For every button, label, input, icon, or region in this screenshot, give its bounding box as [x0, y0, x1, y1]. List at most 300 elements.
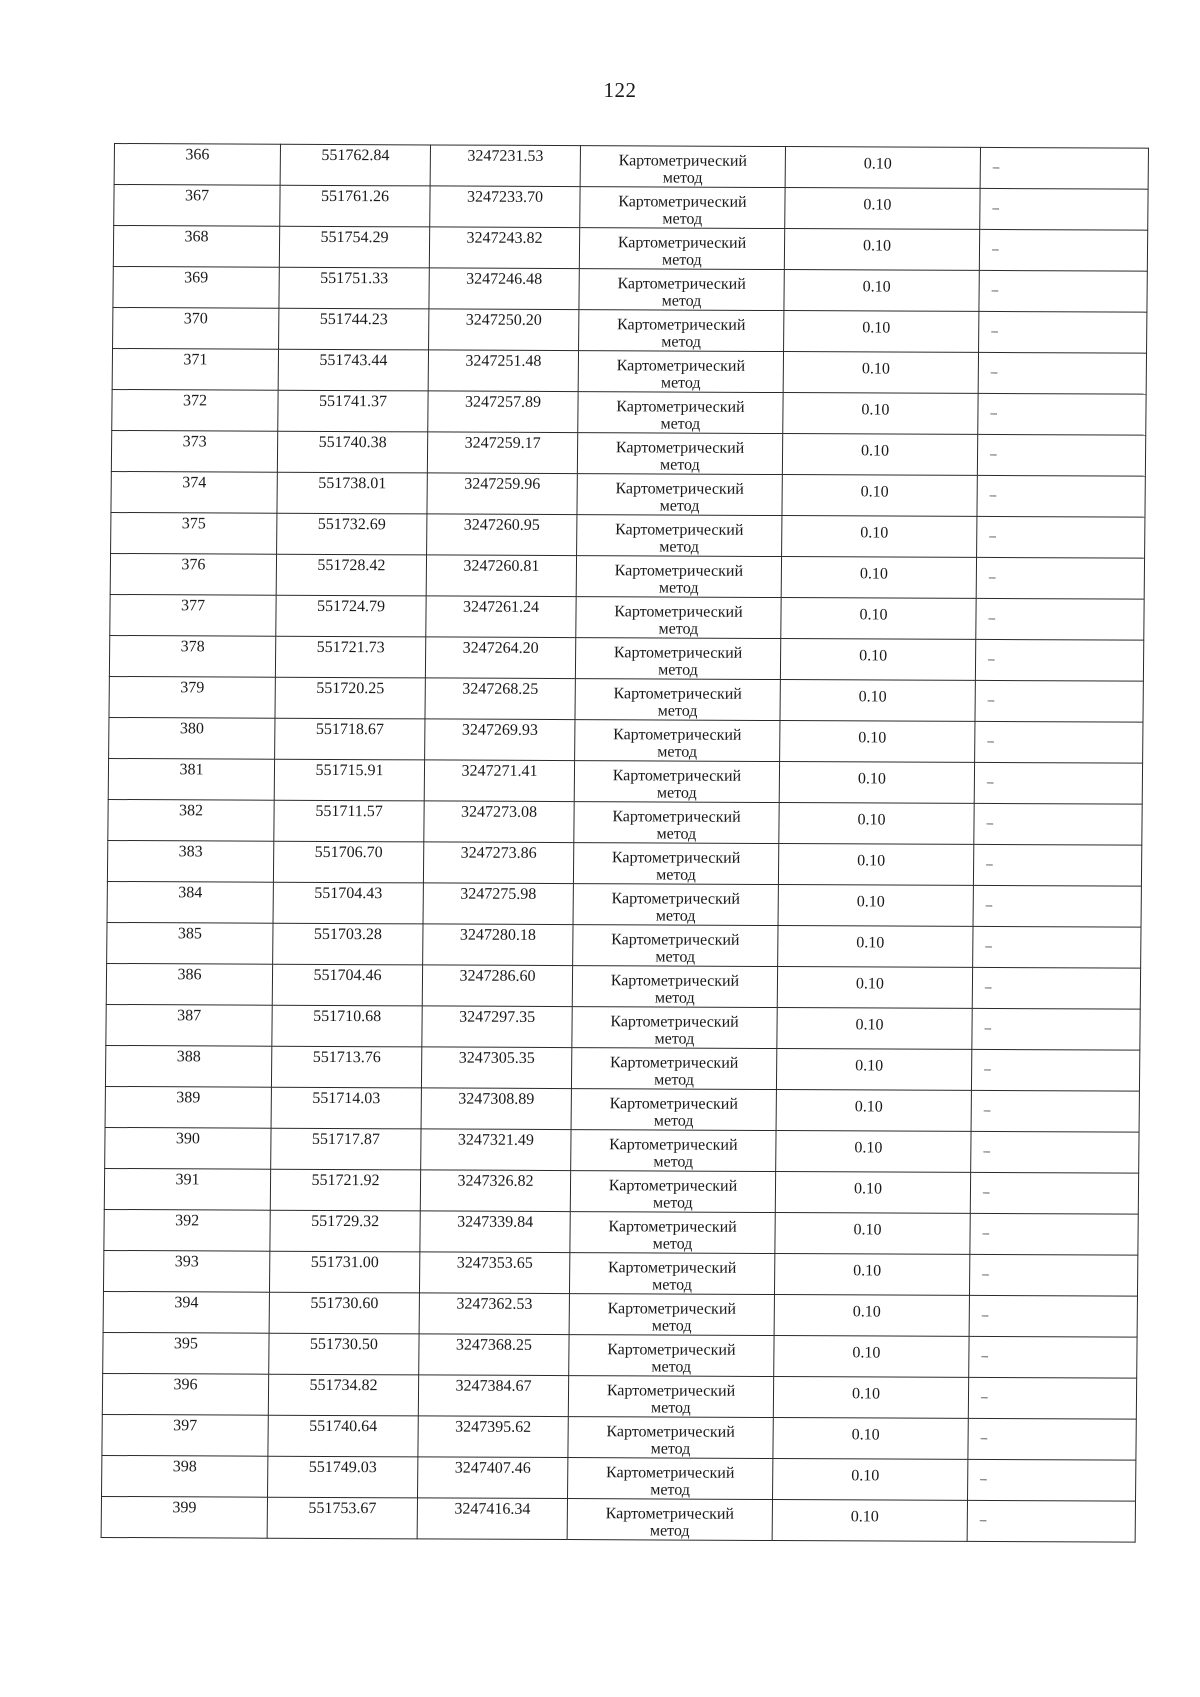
y-coordinate-cell-text: 3247305.35 — [458, 1049, 535, 1067]
accuracy-cell — [778, 885, 973, 927]
accuracy-cell-text: 0.10 — [856, 934, 885, 952]
point-number-cell-text: 374 — [182, 474, 207, 492]
table-row — [107, 840, 1141, 886]
note-cell — [971, 1049, 1139, 1091]
accuracy-cell — [782, 516, 977, 558]
x-coordinate-cell-text: 551703.28 — [313, 925, 382, 944]
y-coordinate-cell — [423, 924, 573, 966]
point-number-cell-text: 376 — [181, 556, 206, 574]
x-coordinate-cell — [267, 1497, 417, 1539]
table-row — [111, 430, 1145, 476]
x-coordinate-cell — [275, 718, 425, 760]
note-cell-text: – — [990, 363, 998, 380]
x-coordinate-cell-text: 551730.60 — [310, 1294, 379, 1313]
method-cell-text: Картометрический метод — [616, 398, 745, 433]
accuracy-cell-text: 0.10 — [851, 1426, 880, 1444]
x-coordinate-cell-text: 551721.92 — [311, 1171, 380, 1190]
point-number-cell — [113, 225, 279, 267]
y-coordinate-cell — [427, 432, 577, 474]
y-coordinate-cell-text: 3247257.89 — [464, 393, 542, 411]
note-cell-text: – — [988, 650, 995, 666]
table-row — [112, 389, 1146, 435]
table-row — [103, 1250, 1137, 1296]
method-cell-text: Картометрический метод — [617, 234, 747, 269]
note-cell — [971, 1090, 1139, 1132]
method-cell — [568, 1458, 773, 1500]
point-number-cell-text: 394 — [174, 1294, 199, 1312]
note-cell — [967, 1500, 1135, 1542]
accuracy-cell-text: 0.10 — [855, 1016, 884, 1034]
method-cell-text: Картометрический метод — [609, 1054, 739, 1089]
point-number-cell — [101, 1496, 267, 1538]
x-coordinate-cell-text: 551728.42 — [317, 556, 386, 575]
x-coordinate-cell — [276, 554, 426, 596]
accuracy-cell-text: 0.10 — [859, 606, 888, 624]
y-coordinate-cell — [418, 1416, 568, 1458]
y-coordinate-cell — [430, 145, 580, 187]
point-number-cell — [107, 840, 273, 882]
method-cell — [570, 1212, 775, 1254]
point-number-cell — [113, 307, 279, 349]
point-number-cell-text: 379 — [180, 679, 205, 697]
x-coordinate-cell — [268, 1456, 418, 1498]
note-cell — [977, 434, 1145, 476]
x-coordinate-cell-text: 551741.37 — [318, 392, 388, 411]
method-cell-text: Картометрический метод — [611, 849, 741, 884]
method-cell-text: Картометрический метод — [613, 726, 742, 761]
note-cell — [972, 967, 1140, 1009]
method-cell-text: Картометрический метод — [609, 1136, 738, 1171]
x-coordinate-cell — [279, 308, 429, 350]
point-number-cell — [109, 676, 275, 718]
accuracy-cell-text: 0.10 — [863, 196, 892, 214]
y-coordinate-cell-text: 3247273.08 — [461, 803, 538, 821]
y-coordinate-cell — [428, 391, 578, 433]
y-coordinate-cell-text: 3247250.20 — [465, 311, 542, 329]
point-number-cell — [106, 963, 272, 1005]
accuracy-cell-text: 0.10 — [856, 893, 885, 911]
point-number-cell-text: 384 — [178, 884, 203, 902]
accuracy-cell — [782, 475, 977, 517]
method-cell — [569, 1253, 774, 1295]
y-coordinate-cell — [420, 1211, 570, 1253]
method-cell-text: Картометрический метод — [607, 1300, 737, 1335]
method-cell — [567, 1499, 772, 1541]
x-coordinate-cell — [279, 267, 429, 309]
method-cell — [569, 1294, 774, 1336]
method-cell — [578, 392, 783, 434]
accuracy-cell-text: 0.10 — [859, 647, 888, 665]
x-coordinate-cell-text: 551754.29 — [320, 228, 389, 247]
x-coordinate-cell — [273, 923, 423, 965]
method-cell-text: Картометрический метод — [611, 890, 741, 925]
x-coordinate-cell-text: 551724.79 — [316, 597, 386, 616]
note-cell-text: – — [989, 445, 997, 462]
note-cell — [975, 639, 1143, 681]
y-coordinate-cell-text: 3247261.24 — [462, 598, 540, 616]
point-number-cell-text: 375 — [181, 515, 206, 533]
method-cell-text: Картометрический метод — [615, 439, 745, 474]
y-coordinate-cell-text: 3247268.25 — [462, 680, 539, 698]
note-cell-text: – — [983, 1101, 991, 1117]
x-coordinate-cell-text: 551738.01 — [318, 474, 387, 493]
point-number-cell — [109, 635, 275, 677]
table-row — [102, 1455, 1136, 1501]
table-row — [101, 1496, 1135, 1542]
accuracy-cell — [774, 1294, 969, 1336]
x-coordinate-cell-text: 551762.84 — [321, 146, 390, 165]
point-number-cell-text: 373 — [182, 433, 207, 451]
table-row — [109, 717, 1143, 763]
point-number-cell — [107, 922, 273, 964]
x-coordinate-cell-text: 551740.64 — [309, 1417, 378, 1436]
coordinates-table-wrapper — [101, 143, 1148, 1543]
y-coordinate-cell — [427, 514, 577, 556]
y-coordinate-cell-text: 3247259.17 — [464, 434, 541, 452]
accuracy-cell — [774, 1335, 969, 1377]
y-coordinate-cell — [430, 186, 580, 228]
accuracy-cell-text: 0.10 — [862, 319, 891, 337]
accuracy-cell-text: 0.10 — [857, 811, 886, 829]
accuracy-cell-text: 0.10 — [852, 1344, 881, 1362]
note-cell-text: – — [986, 814, 994, 830]
x-coordinate-cell-text: 551717.87 — [311, 1130, 381, 1149]
x-coordinate-cell — [273, 841, 423, 883]
accuracy-cell-text: 0.10 — [860, 524, 889, 542]
accuracy-cell-text: 0.10 — [857, 770, 887, 788]
accuracy-cell-text: 0.10 — [853, 1262, 882, 1280]
x-coordinate-cell — [277, 472, 427, 514]
accuracy-cell-text: 0.10 — [850, 1508, 879, 1526]
note-cell — [976, 557, 1144, 599]
y-coordinate-cell-text: 3247275.98 — [460, 885, 537, 903]
x-coordinate-cell-text: 551720.25 — [316, 679, 385, 698]
y-coordinate-cell-text: 3247395.62 — [455, 1418, 532, 1436]
table-row — [106, 1004, 1140, 1050]
x-coordinate-cell-text: 551704.46 — [313, 966, 382, 985]
method-cell-text: Картометрический метод — [614, 603, 743, 638]
y-coordinate-cell-text: 3247308.89 — [458, 1090, 535, 1108]
y-coordinate-cell-text: 3247286.60 — [459, 967, 536, 985]
x-coordinate-cell — [275, 636, 425, 678]
y-coordinate-cell — [424, 801, 574, 843]
y-coordinate-cell-text: 3247251.48 — [465, 352, 542, 370]
y-coordinate-cell — [423, 883, 573, 925]
method-cell-text: Картометрический метод — [616, 357, 746, 392]
table-row — [108, 799, 1142, 845]
accuracy-cell-text: 0.10 — [859, 565, 888, 583]
method-cell — [575, 638, 780, 680]
method-cell-text: Картометрический метод — [605, 1464, 735, 1499]
point-number-cell-text: 398 — [172, 1458, 197, 1476]
note-cell — [978, 352, 1146, 394]
y-coordinate-cell-text: 3247273.86 — [460, 844, 537, 862]
method-cell-text: Картометрический метод — [610, 1013, 739, 1048]
x-coordinate-cell — [277, 431, 427, 473]
method-cell — [578, 351, 783, 393]
note-cell-text: – — [979, 1511, 987, 1527]
accuracy-cell-text: 0.10 — [852, 1303, 881, 1321]
x-coordinate-cell — [271, 1128, 421, 1170]
accuracy-cell-text: 0.10 — [862, 237, 892, 255]
method-cell-text: Картометрический метод — [615, 521, 744, 556]
table-row — [102, 1414, 1136, 1460]
note-cell — [979, 229, 1147, 271]
y-coordinate-cell — [424, 760, 574, 802]
accuracy-cell — [778, 844, 973, 886]
table-row — [113, 307, 1147, 353]
accuracy-cell — [780, 721, 975, 763]
y-coordinate-cell-text: 3247260.95 — [463, 516, 540, 534]
point-number-cell-text: 392 — [175, 1212, 200, 1230]
note-cell-text: – — [984, 1019, 992, 1035]
x-coordinate-cell-text: 551751.33 — [320, 269, 389, 288]
method-cell — [571, 1130, 776, 1172]
method-cell-text: Картометрический метод — [611, 931, 740, 966]
y-coordinate-cell — [419, 1293, 569, 1335]
note-cell — [973, 885, 1141, 927]
method-cell — [577, 474, 782, 516]
table-row — [114, 144, 1148, 190]
y-coordinate-cell-text: 3247280.18 — [459, 926, 536, 944]
note-cell-text: – — [988, 609, 996, 625]
note-cell-text: – — [981, 1306, 989, 1322]
note-cell-text: – — [983, 1142, 990, 1158]
y-coordinate-cell — [421, 1047, 571, 1089]
x-coordinate-cell — [272, 1005, 422, 1047]
y-coordinate-cell-text: 3247246.48 — [466, 270, 543, 288]
y-coordinate-cell — [422, 1006, 572, 1048]
method-cell — [577, 515, 782, 557]
point-number-cell — [110, 594, 276, 636]
y-coordinate-cell-text: 3247271.41 — [461, 762, 538, 780]
point-number-cell-text: 395 — [173, 1335, 199, 1353]
note-cell — [968, 1377, 1136, 1419]
note-cell — [979, 311, 1147, 353]
x-coordinate-cell-text: 551734.82 — [309, 1376, 378, 1395]
method-cell — [579, 228, 784, 270]
note-cell-text: – — [988, 568, 996, 584]
accuracy-cell — [784, 270, 979, 312]
note-cell-text: – — [981, 1347, 988, 1363]
x-coordinate-cell — [280, 185, 430, 227]
y-coordinate-cell — [421, 1088, 571, 1130]
y-coordinate-cell — [422, 965, 572, 1007]
accuracy-cell-text: 0.10 — [858, 729, 887, 747]
table-row — [107, 881, 1141, 927]
y-coordinate-cell — [420, 1170, 570, 1212]
note-cell — [976, 598, 1144, 640]
point-number-cell — [106, 1004, 272, 1046]
method-cell-text: Картометрический метод — [608, 1218, 737, 1253]
method-cell — [568, 1417, 773, 1459]
point-number-cell — [104, 1209, 270, 1251]
y-coordinate-cell — [427, 473, 577, 515]
y-coordinate-cell — [418, 1457, 568, 1499]
point-number-cell-text: 383 — [178, 843, 203, 861]
note-cell-text: – — [985, 896, 993, 912]
method-cell-text: Картометрический метод — [612, 808, 741, 843]
x-coordinate-cell — [272, 964, 422, 1006]
method-cell — [576, 556, 781, 598]
y-coordinate-cell-text: 3247362.53 — [456, 1295, 533, 1313]
method-cell-text: Картометрический метод — [617, 275, 746, 310]
method-cell — [580, 146, 785, 188]
point-number-cell — [107, 881, 273, 923]
x-coordinate-cell — [276, 595, 426, 637]
accuracy-cell-text: 0.10 — [860, 442, 890, 460]
table-row — [107, 922, 1141, 968]
point-number-cell — [105, 1127, 271, 1169]
y-coordinate-cell-text: 3247259.96 — [464, 475, 541, 493]
point-number-cell — [109, 717, 275, 759]
note-cell — [969, 1295, 1137, 1337]
table-row — [113, 266, 1147, 312]
point-number-cell-text: 391 — [175, 1171, 200, 1189]
accuracy-cell — [772, 1499, 967, 1541]
note-cell — [975, 721, 1143, 763]
x-coordinate-cell — [273, 882, 423, 924]
accuracy-cell — [782, 434, 977, 476]
method-cell-text: Картометрический метод — [610, 972, 740, 1007]
x-coordinate-cell — [271, 1087, 421, 1129]
x-coordinate-cell-text: 551744.23 — [319, 310, 388, 329]
note-cell-text: – — [987, 691, 995, 707]
y-coordinate-cell — [429, 309, 579, 351]
table-row — [111, 512, 1145, 558]
table-row — [105, 1045, 1139, 1091]
y-coordinate-cell-text: 3247326.82 — [457, 1172, 534, 1190]
note-cell-text: – — [985, 937, 992, 953]
point-number-cell-text: 369 — [184, 269, 209, 287]
point-number-cell-text: 368 — [184, 228, 209, 246]
x-coordinate-cell-text: 551706.70 — [314, 843, 383, 862]
note-cell-text: – — [987, 732, 994, 748]
accuracy-cell — [780, 680, 975, 722]
y-coordinate-cell-text: 3247269.93 — [461, 721, 538, 739]
accuracy-cell-text: 0.10 — [855, 975, 885, 993]
x-coordinate-cell — [269, 1333, 419, 1375]
table-row — [109, 635, 1143, 681]
x-coordinate-cell — [269, 1251, 419, 1293]
x-coordinate-cell-text: 551721.73 — [316, 638, 385, 657]
accuracy-cell — [776, 1049, 971, 1091]
point-number-cell — [103, 1332, 269, 1374]
table-row — [102, 1373, 1136, 1419]
accuracy-cell — [776, 1131, 971, 1173]
point-number-cell — [105, 1086, 271, 1128]
x-coordinate-cell — [274, 759, 424, 801]
method-cell — [575, 720, 780, 762]
note-cell — [969, 1336, 1137, 1378]
note-cell — [980, 147, 1148, 189]
point-number-cell-text: 380 — [179, 720, 204, 738]
note-cell — [978, 393, 1146, 435]
y-coordinate-cell-text: 3247264.20 — [462, 639, 539, 657]
note-cell — [968, 1459, 1136, 1501]
method-cell-text: Картометрический метод — [617, 316, 746, 351]
x-coordinate-cell — [268, 1415, 418, 1457]
note-cell — [970, 1213, 1138, 1255]
accuracy-cell-text: 0.10 — [860, 483, 889, 501]
method-cell — [572, 1007, 777, 1049]
table-row — [110, 553, 1144, 599]
point-number-cell-text: 367 — [184, 187, 210, 205]
accuracy-cell-text: 0.10 — [857, 852, 886, 870]
point-number-cell-text: 386 — [177, 966, 202, 984]
point-number-cell — [103, 1250, 269, 1292]
x-coordinate-cell-text: 551749.03 — [308, 1458, 377, 1477]
table-row — [110, 594, 1144, 640]
page-number: 122 — [603, 78, 637, 102]
y-coordinate-cell-text: 3247243.82 — [466, 229, 543, 247]
x-coordinate-cell-text: 551710.68 — [313, 1007, 382, 1026]
x-coordinate-cell — [270, 1169, 420, 1211]
coordinates-table-body — [101, 144, 1148, 1543]
note-cell-text: – — [980, 1388, 988, 1404]
note-cell — [972, 1008, 1140, 1050]
note-cell-text: – — [989, 527, 996, 544]
table-row — [109, 676, 1143, 722]
accuracy-cell-text: 0.10 — [855, 1057, 884, 1075]
point-number-cell — [108, 758, 274, 800]
y-coordinate-cell — [423, 842, 573, 884]
x-coordinate-cell-text: 551740.38 — [318, 433, 387, 452]
y-coordinate-cell — [417, 1498, 567, 1540]
method-cell-text: Картометрический метод — [606, 1423, 735, 1458]
y-coordinate-cell — [428, 350, 578, 392]
note-cell-text: – — [982, 1183, 990, 1199]
accuracy-cell-text: 0.10 — [862, 278, 891, 296]
x-coordinate-cell-text: 551761.26 — [320, 187, 390, 206]
note-cell-text: – — [991, 322, 998, 339]
y-coordinate-cell-text: 3247368.25 — [455, 1336, 533, 1354]
method-cell — [573, 925, 778, 967]
table-row — [103, 1291, 1137, 1337]
point-number-cell-text: 370 — [183, 310, 208, 328]
note-cell — [971, 1131, 1139, 1173]
note-cell-text: – — [984, 978, 992, 994]
x-coordinate-cell — [279, 226, 429, 268]
y-coordinate-cell — [421, 1129, 571, 1171]
y-coordinate-cell — [425, 719, 575, 761]
y-coordinate-cell-text: 3247321.49 — [457, 1131, 535, 1149]
accuracy-cell-text: 0.10 — [853, 1221, 882, 1239]
table-row — [108, 758, 1142, 804]
point-number-cell — [105, 1045, 271, 1087]
accuracy-cell-text: 0.10 — [858, 688, 887, 706]
point-number-cell — [112, 348, 278, 390]
point-number-cell — [102, 1455, 268, 1497]
table-row — [105, 1086, 1139, 1132]
method-cell-text: Картометрический метод — [607, 1341, 736, 1376]
note-cell-text: – — [982, 1265, 989, 1281]
y-coordinate-cell-text: 3247297.35 — [459, 1008, 536, 1026]
table-row — [105, 1127, 1139, 1173]
point-number-cell — [103, 1291, 269, 1333]
y-coordinate-cell — [419, 1252, 569, 1294]
method-cell — [580, 187, 785, 229]
method-cell — [574, 802, 779, 844]
method-cell-text: Картометрический метод — [618, 193, 747, 228]
method-cell-text: Картометрический метод — [618, 152, 748, 187]
x-coordinate-cell-text: 551714.03 — [312, 1089, 381, 1108]
y-coordinate-cell-text: 3247416.34 — [454, 1500, 531, 1518]
y-coordinate-cell — [418, 1375, 568, 1417]
accuracy-cell-text: 0.10 — [851, 1467, 880, 1485]
method-cell — [573, 884, 778, 926]
method-cell-text: Картометрический метод — [608, 1177, 738, 1212]
